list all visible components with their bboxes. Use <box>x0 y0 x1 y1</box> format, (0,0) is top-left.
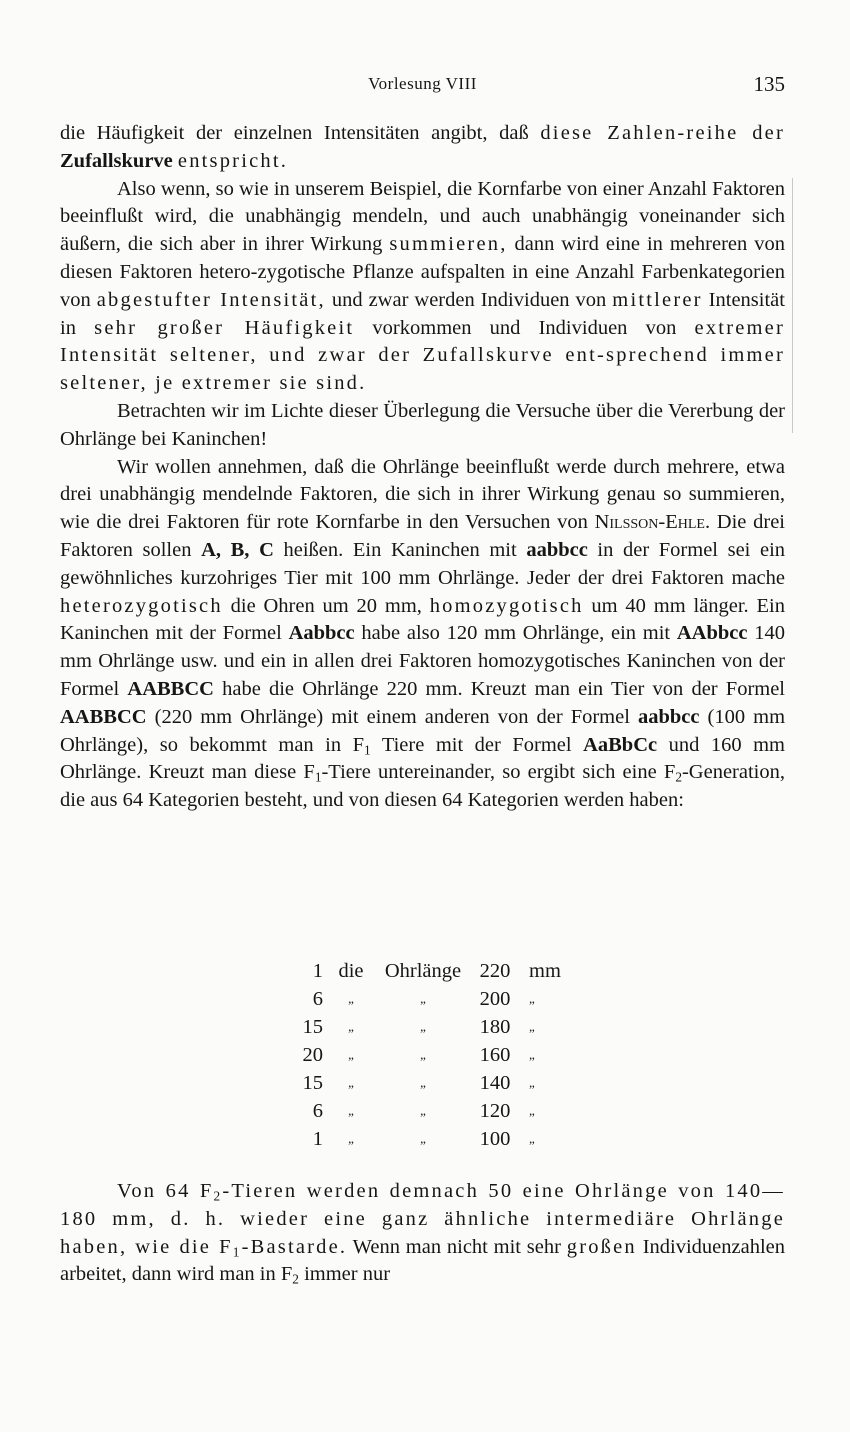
table-cell-u: „ <box>529 1103 535 1118</box>
table-cell-u: „ <box>529 1131 535 1146</box>
paragraph-5: Von 64 $F_2$-Tieren werden demnach 50 eine Ohrlänge von 140—180 mm, d. h. wieder eine ganz ähnliche intermediäre Ohrlänge haben, wie die $F_1$-Bastarde. Wenn man nicht mit sehr großen Individuenzahlen arbeitet, dann wird man in $F_2$ immer nur <box>60 1180 786 1287</box>
paragraph-4: Wir wollen annehmen, daß die Ohrlänge beeinflußt werde durch mehrere, etwa drei unabhängig mendelnde Faktoren, die sich in ihrer Wirkung genau so summieren, wie die drei Faktoren für rote Kornfarbe in den Versuchen von Nilsson-Ehle. Die drei Faktoren sollen A, B, C heißen. Ein Kaninchen mit aabbcc in der Formel sei ein gewöhnliches kurzohriges Tier mit 100 mm Ohrlänge. Jeder der drei Faktoren mache heterozygotisch die Ohren um 20 mm, homozygotisch um 40 mm länger. Ein Kaninchen mit der Formel Aabbcc habe also 120 mm Ohrlänge, ein mit AAbbcc 140 mm Ohrlänge usw. und ein in allen drei Faktoren homozygotisches Kaninchen von der Formel AABBCC habe die Ohrlänge 220 mm. Kreuzt man ein Tier von der Formel AABBCC (220 mm Ohrlänge) mit einem anderen von der Formel aabbcc (100 mm Ohrlänge), so bekommt man in $F_1$ Tiere mit der Formel AaBbCc und 160 mm Ohrlänge. Kreuzt man diese $F_1$-Tiere untereinander, so ergibt sich eine $F_2$-Generation, die aus 64 Kategorien besteht, und von diesen 64 Kategorien werden haben: <box>60 455 786 812</box>
table-cell-v: 180 <box>479 1015 511 1038</box>
table-cell-u: mm <box>529 959 561 982</box>
table-cell-u: „ <box>529 991 535 1006</box>
table-cell-b: „ <box>420 1103 426 1118</box>
table-cell-v: 160 <box>479 1043 511 1066</box>
table-cell-n: 20 <box>302 1043 323 1066</box>
table-cell-a: „ <box>348 1131 354 1146</box>
table-row <box>285 957 569 985</box>
table-cell-b: Ohrlänge <box>384 959 462 982</box>
table-cell-a: „ <box>348 1047 354 1062</box>
running-head: Vorlesung VIII <box>368 74 477 93</box>
author-name: Nilsson-Ehle. <box>594 511 711 534</box>
table-cell-b: „ <box>420 1131 426 1146</box>
paragraph-3: Betrachten wir im Lichte dieser Überlegung die Versuche über die Vererbung der Ohrlänge bei Kaninchen! <box>60 399 785 450</box>
table-cell-b: „ <box>420 1075 426 1090</box>
table-cell-v: 120 <box>479 1099 511 1122</box>
table-cell-b: „ <box>420 1019 426 1034</box>
table-cell-a: „ <box>348 991 354 1006</box>
table-cell-v: 220 <box>479 959 511 982</box>
body-text-bottom <box>60 1178 785 1289</box>
table-cell-u: „ <box>529 1047 535 1062</box>
table-cell-n: 1 <box>312 959 323 982</box>
table-cell-u: „ <box>529 1075 535 1090</box>
table-cell-a: die <box>338 959 364 982</box>
term-zufallskurve: Zufallskurve <box>60 149 173 172</box>
table-cell-b: „ <box>420 991 426 1006</box>
table-cell-b: „ <box>420 1047 426 1062</box>
table-cell-n: 6 <box>312 987 323 1010</box>
body-text-top <box>60 120 785 815</box>
paragraph-2: Also wenn, so wie in unserem Beispiel, die Kornfarbe von einer Anzahl Faktoren beeinflußt wird, die unabhängig mendeln, und auch unabhängig voneinander sich äußern, die sich aber in ihrer Wirkung summieren, dann wird eine in mehreren von diesen Faktoren hetero-zygotische Pflanze aufspalten in eine Anzahl Farbenkategorien von abgestufter Intensität, und zwar werden Individuen von mittlerer Intensität in sehr großer Häufigkeit vorkommen und Individuen von extremer Intensität seltener, und zwar der Zufallskurve ent-sprechend immer seltener, je extremer sie sind. <box>60 177 785 395</box>
table-row <box>285 1125 569 1153</box>
table-row <box>285 985 569 1013</box>
table-row <box>285 1069 569 1097</box>
table-cell-n: 6 <box>312 1099 323 1122</box>
page-header <box>60 72 785 98</box>
table-cell-n: 15 <box>302 1015 323 1038</box>
margin-line <box>784 178 793 433</box>
table-cell-a: „ <box>348 1019 354 1034</box>
table-cell-a: „ <box>348 1075 354 1090</box>
ear-length-table <box>285 957 569 1153</box>
paragraph-1: die Häufigkeit der einzelnen Intensitäten angibt, daß diese Zahlen-reihe der Zufallskurve entspricht. <box>60 122 785 172</box>
table-cell-n: 1 <box>312 1127 323 1150</box>
table-cell-a: „ <box>348 1103 354 1118</box>
table-cell-v: 140 <box>479 1071 511 1094</box>
table-row <box>285 1041 569 1069</box>
table-cell-v: 200 <box>479 987 511 1010</box>
table-row <box>285 1097 569 1125</box>
table-row <box>285 1013 569 1041</box>
page-number: 135 <box>753 72 785 96</box>
table-cell-u: „ <box>529 1019 535 1034</box>
table-cell-n: 15 <box>302 1071 323 1094</box>
table-cell-v: 100 <box>479 1127 511 1150</box>
